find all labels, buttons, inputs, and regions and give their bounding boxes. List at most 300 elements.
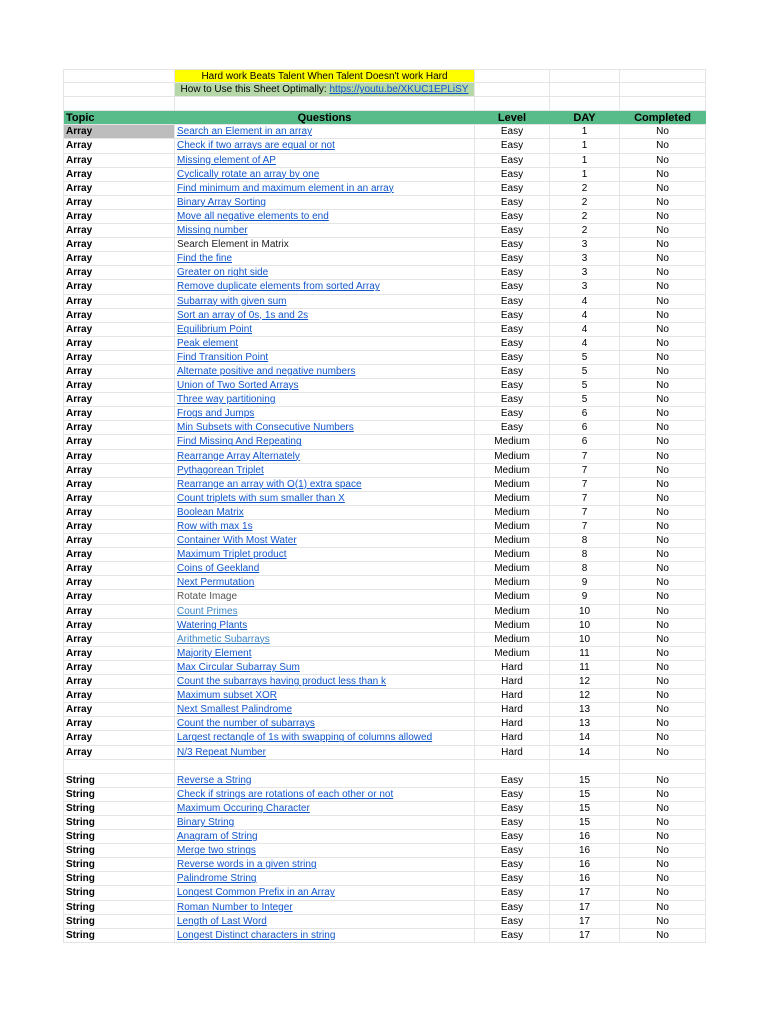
level-cell[interactable]: Medium: [475, 520, 550, 533]
question-cell[interactable]: [175, 379, 475, 392]
day-cell[interactable]: 7: [550, 492, 620, 505]
question-link[interactable]: Next Permutation: [177, 577, 255, 589]
completed-cell[interactable]: No: [620, 534, 706, 547]
empty-cell[interactable]: [63, 83, 175, 96]
level-cell[interactable]: Medium: [475, 605, 550, 618]
question-link[interactable]: Majority Element: [177, 647, 252, 659]
question-cell[interactable]: [175, 872, 475, 885]
completed-cell[interactable]: No: [620, 689, 706, 702]
question-cell[interactable]: [175, 224, 475, 237]
topic-cell[interactable]: Array: [63, 619, 175, 632]
day-cell[interactable]: 4: [550, 337, 620, 350]
question-link[interactable]: Coins of Geekland: [177, 563, 260, 575]
day-cell[interactable]: 7: [550, 464, 620, 477]
topic-cell[interactable]: String: [63, 816, 175, 829]
level-cell[interactable]: Medium: [475, 478, 550, 491]
level-cell[interactable]: Easy: [475, 421, 550, 434]
topic-cell[interactable]: Array: [63, 435, 175, 448]
level-cell[interactable]: Easy: [475, 125, 550, 138]
day-cell[interactable]: 6: [550, 435, 620, 448]
question-link[interactable]: Alternate positive and negative numbers: [177, 365, 356, 377]
day-cell[interactable]: 4: [550, 295, 620, 308]
question-link[interactable]: Pythagorean Triplet: [177, 464, 264, 476]
question-link[interactable]: Subarray with given sum: [177, 295, 287, 307]
level-cell[interactable]: Easy: [475, 154, 550, 167]
empty-cell[interactable]: [475, 760, 550, 773]
question-cell[interactable]: [175, 407, 475, 420]
level-cell[interactable]: Easy: [475, 774, 550, 787]
question-cell[interactable]: [175, 788, 475, 801]
question-cell[interactable]: [175, 337, 475, 350]
question-link[interactable]: Palindrome String: [177, 873, 257, 885]
header-topic[interactable]: Topic: [63, 111, 175, 124]
completed-cell[interactable]: No: [620, 196, 706, 209]
day-cell[interactable]: 17: [550, 929, 620, 942]
question-cell[interactable]: [175, 464, 475, 477]
completed-cell[interactable]: No: [620, 774, 706, 787]
question-link[interactable]: Find minimum and maximum element in an array: [177, 182, 394, 194]
day-cell[interactable]: 16: [550, 858, 620, 871]
level-cell[interactable]: Easy: [475, 901, 550, 914]
day-cell[interactable]: 16: [550, 844, 620, 857]
question-link[interactable]: Search an Element in an array: [177, 126, 313, 138]
question-link[interactable]: Min Subsets with Consecutive Numbers: [177, 422, 354, 434]
empty-cell[interactable]: [550, 83, 620, 96]
level-cell[interactable]: Medium: [475, 464, 550, 477]
day-cell[interactable]: 17: [550, 886, 620, 899]
question-link[interactable]: Reverse words in a given string: [177, 859, 317, 871]
completed-cell[interactable]: No: [620, 182, 706, 195]
question-cell[interactable]: [175, 774, 475, 787]
completed-cell[interactable]: No: [620, 238, 706, 251]
question-cell[interactable]: [175, 210, 475, 223]
day-cell[interactable]: 10: [550, 605, 620, 618]
level-cell[interactable]: Medium: [475, 492, 550, 505]
completed-cell[interactable]: No: [620, 266, 706, 279]
question-link[interactable]: Remove duplicate elements from sorted Array: [177, 281, 380, 293]
topic-cell[interactable]: String: [63, 774, 175, 787]
level-cell[interactable]: Easy: [475, 238, 550, 251]
question-cell[interactable]: [175, 323, 475, 336]
topic-cell[interactable]: Array: [63, 238, 175, 251]
completed-cell[interactable]: No: [620, 703, 706, 716]
completed-cell[interactable]: No: [620, 844, 706, 857]
question-link[interactable]: Check if strings are rotations of each other or not: [177, 788, 394, 800]
question-link[interactable]: Three way partitioning: [177, 394, 276, 406]
level-cell[interactable]: Easy: [475, 196, 550, 209]
question-cell[interactable]: [175, 351, 475, 364]
day-cell[interactable]: 2: [550, 182, 620, 195]
question-link[interactable]: Peak element: [177, 337, 239, 349]
question-cell[interactable]: [175, 182, 475, 195]
empty-cell[interactable]: [63, 760, 175, 773]
day-cell[interactable]: 3: [550, 280, 620, 293]
topic-cell[interactable]: Array: [63, 478, 175, 491]
completed-cell[interactable]: No: [620, 633, 706, 646]
header-day[interactable]: DAY: [550, 111, 620, 124]
topic-cell[interactable]: String: [63, 915, 175, 928]
level-cell[interactable]: Hard: [475, 746, 550, 759]
day-cell[interactable]: 3: [550, 252, 620, 265]
day-cell[interactable]: 4: [550, 323, 620, 336]
question-cell[interactable]: [175, 901, 475, 914]
empty-cell[interactable]: [550, 70, 620, 82]
day-cell[interactable]: 7: [550, 520, 620, 533]
level-cell[interactable]: Easy: [475, 266, 550, 279]
level-cell[interactable]: Hard: [475, 717, 550, 730]
question-cell[interactable]: [175, 309, 475, 322]
completed-cell[interactable]: No: [620, 605, 706, 618]
question-link[interactable]: Merge two strings: [177, 845, 256, 857]
completed-cell[interactable]: No: [620, 619, 706, 632]
topic-cell[interactable]: Array: [63, 534, 175, 547]
question-cell[interactable]: [175, 154, 475, 167]
level-cell[interactable]: Easy: [475, 830, 550, 843]
completed-cell[interactable]: No: [620, 492, 706, 505]
level-cell[interactable]: Easy: [475, 252, 550, 265]
question-cell[interactable]: [175, 125, 475, 138]
question-cell[interactable]: [175, 703, 475, 716]
question-cell[interactable]: [175, 929, 475, 942]
question-link[interactable]: Sort an array of 0s, 1s and 2s: [177, 309, 309, 321]
topic-cell[interactable]: Array: [63, 365, 175, 378]
level-cell[interactable]: Easy: [475, 295, 550, 308]
topic-cell[interactable]: Array: [63, 295, 175, 308]
level-cell[interactable]: Easy: [475, 929, 550, 942]
topic-cell[interactable]: String: [63, 929, 175, 942]
day-cell[interactable]: 2: [550, 224, 620, 237]
question-cell[interactable]: [175, 816, 475, 829]
question-cell[interactable]: [175, 619, 475, 632]
level-cell[interactable]: Easy: [475, 309, 550, 322]
question-link[interactable]: Find the fine: [177, 253, 233, 265]
empty-cell[interactable]: [550, 760, 620, 773]
completed-cell[interactable]: No: [620, 576, 706, 589]
question-cell[interactable]: [175, 886, 475, 899]
day-cell[interactable]: 5: [550, 351, 620, 364]
completed-cell[interactable]: No: [620, 280, 706, 293]
question-cell[interactable]: [175, 421, 475, 434]
day-cell[interactable]: 13: [550, 717, 620, 730]
day-cell[interactable]: 14: [550, 731, 620, 744]
day-cell[interactable]: 8: [550, 562, 620, 575]
question-link[interactable]: Largest rectangle of 1s with swapping of columns allowed: [177, 732, 433, 744]
completed-cell[interactable]: No: [620, 252, 706, 265]
day-cell[interactable]: 11: [550, 647, 620, 660]
question-cell[interactable]: [175, 605, 475, 618]
day-cell[interactable]: 10: [550, 619, 620, 632]
topic-cell[interactable]: Array: [63, 520, 175, 533]
header-level[interactable]: Level: [475, 111, 550, 124]
day-cell[interactable]: 6: [550, 421, 620, 434]
level-cell[interactable]: Easy: [475, 802, 550, 815]
topic-cell[interactable]: Array: [63, 351, 175, 364]
topic-cell[interactable]: Array: [63, 506, 175, 519]
topic-cell[interactable]: String: [63, 788, 175, 801]
topic-cell[interactable]: String: [63, 886, 175, 899]
day-cell[interactable]: 16: [550, 830, 620, 843]
level-cell[interactable]: Medium: [475, 435, 550, 448]
completed-cell[interactable]: No: [620, 154, 706, 167]
question-link[interactable]: Anagram of String: [177, 831, 258, 843]
day-cell[interactable]: 1: [550, 168, 620, 181]
completed-cell[interactable]: No: [620, 915, 706, 928]
question-cell[interactable]: [175, 844, 475, 857]
empty-cell[interactable]: [620, 83, 706, 96]
question-link[interactable]: Greater on right side: [177, 267, 269, 279]
question-cell[interactable]: [175, 393, 475, 406]
question-link[interactable]: Length of Last Word: [177, 915, 267, 927]
day-cell[interactable]: 5: [550, 365, 620, 378]
level-cell[interactable]: Easy: [475, 337, 550, 350]
question-link[interactable]: Rearrange an array with O(1) extra space: [177, 478, 362, 490]
completed-cell[interactable]: No: [620, 168, 706, 181]
topic-cell[interactable]: Array: [63, 421, 175, 434]
day-cell[interactable]: 1: [550, 139, 620, 152]
completed-cell[interactable]: No: [620, 717, 706, 730]
level-cell[interactable]: Easy: [475, 280, 550, 293]
topic-cell[interactable]: Array: [63, 703, 175, 716]
empty-cell[interactable]: [475, 83, 550, 96]
completed-cell[interactable]: No: [620, 520, 706, 533]
level-cell[interactable]: Easy: [475, 182, 550, 195]
topic-cell[interactable]: Array: [63, 605, 175, 618]
question-cell[interactable]: [175, 506, 475, 519]
level-cell[interactable]: Easy: [475, 379, 550, 392]
day-cell[interactable]: 17: [550, 901, 620, 914]
question-cell[interactable]: [175, 534, 475, 547]
motto-cell[interactable]: Hard work Beats Talent When Talent Doesn't work Hard: [175, 70, 475, 82]
question-cell[interactable]: [175, 858, 475, 871]
topic-cell[interactable]: String: [63, 901, 175, 914]
question-link[interactable]: Find Missing And Repeating: [177, 436, 302, 448]
day-cell[interactable]: 14: [550, 746, 620, 759]
completed-cell[interactable]: No: [620, 421, 706, 434]
completed-cell[interactable]: No: [620, 379, 706, 392]
completed-cell[interactable]: No: [620, 661, 706, 674]
question-link[interactable]: Rearrange Array Alternately: [177, 450, 300, 462]
completed-cell[interactable]: No: [620, 788, 706, 801]
question-cell[interactable]: [175, 168, 475, 181]
topic-cell[interactable]: String: [63, 872, 175, 885]
day-cell[interactable]: 17: [550, 915, 620, 928]
topic-cell[interactable]: Array: [63, 717, 175, 730]
question-link[interactable]: Binary Array Sorting: [177, 196, 266, 208]
day-cell[interactable]: 16: [550, 872, 620, 885]
topic-cell[interactable]: Array: [63, 139, 175, 152]
completed-cell[interactable]: No: [620, 816, 706, 829]
topic-cell[interactable]: Array: [63, 633, 175, 646]
completed-cell[interactable]: No: [620, 731, 706, 744]
topic-cell[interactable]: Array: [63, 689, 175, 702]
empty-cell[interactable]: [620, 70, 706, 82]
question-cell[interactable]: [175, 365, 475, 378]
question-cell[interactable]: [175, 802, 475, 815]
completed-cell[interactable]: No: [620, 295, 706, 308]
question-cell[interactable]: [175, 548, 475, 561]
topic-cell[interactable]: Array: [63, 548, 175, 561]
howto-cell[interactable]: [175, 83, 475, 96]
level-cell[interactable]: Medium: [475, 619, 550, 632]
topic-cell[interactable]: Array: [63, 379, 175, 392]
question-cell[interactable]: [175, 478, 475, 491]
howto-link[interactable]: https://youtu.be/XKUC1EPLiSY: [329, 84, 469, 96]
topic-cell[interactable]: Array: [63, 407, 175, 420]
topic-cell[interactable]: Array: [63, 280, 175, 293]
level-cell[interactable]: Easy: [475, 224, 550, 237]
level-cell[interactable]: Easy: [475, 915, 550, 928]
question-link[interactable]: Count the number of subarrays: [177, 718, 315, 730]
level-cell[interactable]: Medium: [475, 590, 550, 603]
completed-cell[interactable]: No: [620, 506, 706, 519]
topic-cell[interactable]: Array: [63, 464, 175, 477]
level-cell[interactable]: Medium: [475, 576, 550, 589]
completed-cell[interactable]: No: [620, 858, 706, 871]
completed-cell[interactable]: No: [620, 351, 706, 364]
topic-cell[interactable]: Array: [63, 576, 175, 589]
day-cell[interactable]: 15: [550, 774, 620, 787]
question-link[interactable]: Container With Most Water: [177, 535, 297, 547]
question-link[interactable]: Frogs and Jumps: [177, 408, 255, 420]
completed-cell[interactable]: No: [620, 830, 706, 843]
level-cell[interactable]: Medium: [475, 534, 550, 547]
empty-cell[interactable]: [620, 760, 706, 773]
topic-cell[interactable]: Array: [63, 393, 175, 406]
topic-cell[interactable]: Array: [63, 154, 175, 167]
level-cell[interactable]: Medium: [475, 450, 550, 463]
header-questions[interactable]: Questions: [175, 111, 475, 124]
day-cell[interactable]: 5: [550, 393, 620, 406]
completed-cell[interactable]: No: [620, 647, 706, 660]
day-cell[interactable]: 10: [550, 633, 620, 646]
completed-cell[interactable]: No: [620, 802, 706, 815]
day-cell[interactable]: 1: [550, 125, 620, 138]
day-cell[interactable]: 15: [550, 788, 620, 801]
day-cell[interactable]: 7: [550, 450, 620, 463]
topic-cell[interactable]: String: [63, 802, 175, 815]
completed-cell[interactable]: No: [620, 210, 706, 223]
question-link[interactable]: Longest Common Prefix in an Array: [177, 887, 335, 899]
level-cell[interactable]: Hard: [475, 731, 550, 744]
question-cell[interactable]: [175, 238, 475, 251]
empty-cell[interactable]: [63, 70, 175, 82]
level-cell[interactable]: Easy: [475, 872, 550, 885]
topic-cell[interactable]: Array: [63, 266, 175, 279]
topic-cell[interactable]: Array: [63, 196, 175, 209]
empty-cell[interactable]: [175, 760, 475, 773]
topic-cell[interactable]: Array: [63, 450, 175, 463]
topic-cell[interactable]: Array: [63, 309, 175, 322]
completed-cell[interactable]: No: [620, 562, 706, 575]
topic-cell[interactable]: Array: [63, 492, 175, 505]
topic-cell[interactable]: Array: [63, 746, 175, 759]
question-link[interactable]: Longest Distinct characters in string: [177, 929, 336, 941]
topic-cell[interactable]: Array: [63, 252, 175, 265]
day-cell[interactable]: 3: [550, 238, 620, 251]
question-link[interactable]: Missing element of AP: [177, 154, 276, 166]
day-cell[interactable]: 2: [550, 210, 620, 223]
topic-cell[interactable]: Array: [63, 337, 175, 350]
level-cell[interactable]: Easy: [475, 844, 550, 857]
header-completed[interactable]: Completed: [620, 111, 706, 124]
question-cell[interactable]: [175, 280, 475, 293]
question-cell[interactable]: [175, 633, 475, 646]
completed-cell[interactable]: No: [620, 224, 706, 237]
question-cell[interactable]: [175, 562, 475, 575]
topic-cell[interactable]: Array: [63, 675, 175, 688]
topic-cell[interactable]: Array: [63, 661, 175, 674]
topic-cell[interactable]: String: [63, 858, 175, 871]
question-cell[interactable]: [175, 717, 475, 730]
topic-cell[interactable]: String: [63, 830, 175, 843]
question-link[interactable]: Binary String: [177, 816, 235, 828]
completed-cell[interactable]: No: [620, 548, 706, 561]
question-cell[interactable]: [175, 295, 475, 308]
empty-cell[interactable]: [475, 70, 550, 82]
question-cell[interactable]: [175, 266, 475, 279]
empty-cell[interactable]: [620, 97, 706, 110]
topic-cell[interactable]: Array: [63, 562, 175, 575]
topic-cell[interactable]: Array: [63, 323, 175, 336]
topic-cell[interactable]: Array: [63, 647, 175, 660]
level-cell[interactable]: Medium: [475, 562, 550, 575]
question-cell[interactable]: [175, 520, 475, 533]
topic-cell[interactable]: Array: [63, 224, 175, 237]
completed-cell[interactable]: No: [620, 675, 706, 688]
level-cell[interactable]: Easy: [475, 168, 550, 181]
empty-cell[interactable]: [475, 97, 550, 110]
day-cell[interactable]: 1: [550, 154, 620, 167]
question-link[interactable]: Move all negative elements to end: [177, 210, 329, 222]
question-link[interactable]: Find Transition Point: [177, 351, 269, 363]
completed-cell[interactable]: No: [620, 590, 706, 603]
level-cell[interactable]: Hard: [475, 689, 550, 702]
day-cell[interactable]: 4: [550, 309, 620, 322]
question-cell[interactable]: [175, 731, 475, 744]
topic-cell[interactable]: String: [63, 844, 175, 857]
level-cell[interactable]: Easy: [475, 365, 550, 378]
completed-cell[interactable]: No: [620, 407, 706, 420]
question-cell[interactable]: [175, 196, 475, 209]
question-cell[interactable]: [175, 675, 475, 688]
level-cell[interactable]: Medium: [475, 548, 550, 561]
question-link[interactable]: Reverse a String: [177, 774, 252, 786]
day-cell[interactable]: 11: [550, 661, 620, 674]
completed-cell[interactable]: No: [620, 886, 706, 899]
question-link[interactable]: Union of Two Sorted Arrays: [177, 380, 299, 392]
question-cell[interactable]: [175, 435, 475, 448]
level-cell[interactable]: Easy: [475, 816, 550, 829]
level-cell[interactable]: Easy: [475, 407, 550, 420]
completed-cell[interactable]: No: [620, 435, 706, 448]
completed-cell[interactable]: No: [620, 901, 706, 914]
question-cell[interactable]: [175, 915, 475, 928]
level-cell[interactable]: Easy: [475, 323, 550, 336]
completed-cell[interactable]: No: [620, 746, 706, 759]
question-link[interactable]: Count Primes: [177, 605, 238, 617]
day-cell[interactable]: 8: [550, 548, 620, 561]
topic-cell[interactable]: Array: [63, 731, 175, 744]
completed-cell[interactable]: No: [620, 337, 706, 350]
level-cell[interactable]: Hard: [475, 703, 550, 716]
level-cell[interactable]: Easy: [475, 886, 550, 899]
question-cell[interactable]: [175, 689, 475, 702]
empty-cell[interactable]: [550, 97, 620, 110]
completed-cell[interactable]: No: [620, 393, 706, 406]
question-link[interactable]: Count triplets with sum smaller than X: [177, 492, 345, 504]
completed-cell[interactable]: No: [620, 478, 706, 491]
day-cell[interactable]: 2: [550, 196, 620, 209]
